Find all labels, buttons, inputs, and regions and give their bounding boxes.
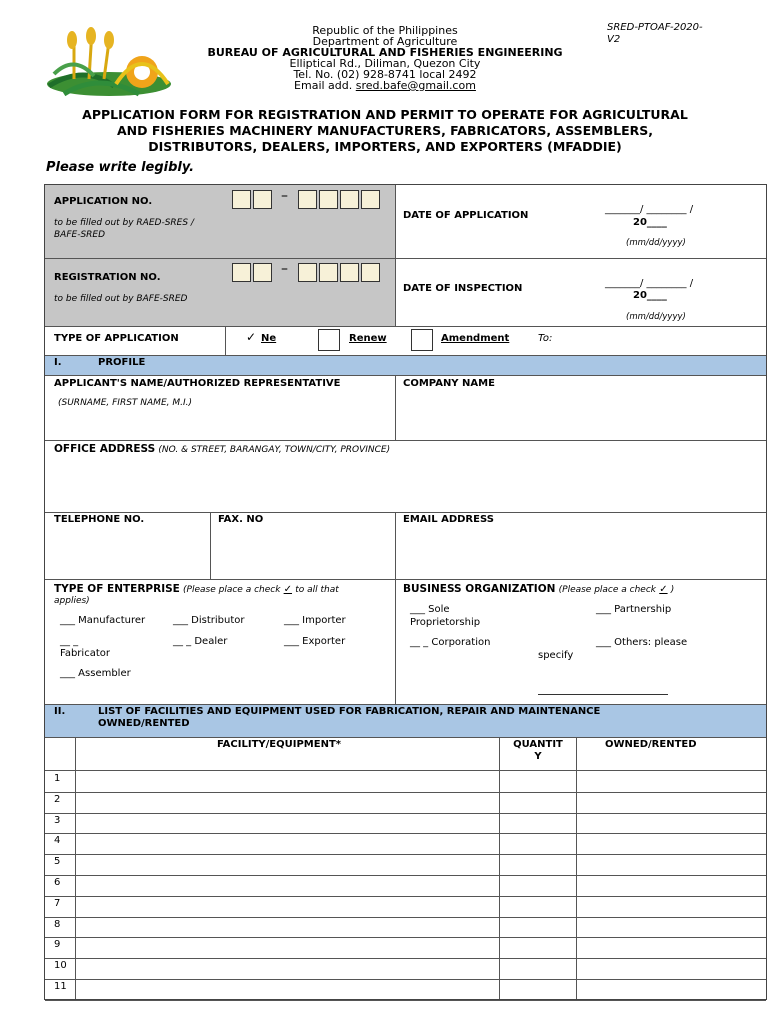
form-code-line2: V2 bbox=[607, 34, 621, 45]
business-hint: (Please place a check bbox=[558, 585, 657, 595]
date-of-application-line1[interactable]: _______/ ________ / bbox=[605, 204, 694, 215]
table-row[interactable] bbox=[45, 833, 766, 834]
table-row[interactable] bbox=[45, 875, 766, 876]
col-facility-header: FACILITY/EQUIPMENT* bbox=[217, 739, 341, 750]
reg-digit-1[interactable] bbox=[232, 263, 251, 282]
table-row[interactable] bbox=[45, 1000, 766, 1001]
title-line3: DISTRIBUTORS, DEALERS, IMPORTERS, AND EXPORTERS (MFADDIE) bbox=[148, 139, 622, 154]
date-of-application-line2: 20____ bbox=[633, 217, 667, 228]
email-prefix: Email add. bbox=[294, 79, 353, 92]
col-quantity-a: QUANTIT bbox=[513, 739, 563, 750]
section-2-title-line2: OWNED/RENTED bbox=[98, 718, 190, 729]
header-department: Department of Agriculture bbox=[312, 35, 458, 48]
header-agency: BUREAU OF AGRICULTURAL AND FISHERIES ENGINEERING bbox=[207, 46, 563, 59]
telephone-label: TELEPHONE NO. bbox=[54, 514, 145, 525]
title-line1: APPLICATION FORM FOR REGISTRATION AND PERMIT TO OPERATE FOR AGRICULTURAL bbox=[82, 107, 688, 122]
row-number: 5 bbox=[54, 856, 61, 868]
divider bbox=[75, 738, 76, 999]
email-address-label: EMAIL ADDRESS bbox=[403, 514, 494, 525]
opt-manufacturer[interactable]: ___ Manufacturer bbox=[60, 615, 146, 626]
reg-digit-3[interactable] bbox=[298, 263, 317, 282]
date-of-inspection-line1[interactable]: _______/ ________ / bbox=[605, 278, 694, 289]
divider bbox=[45, 326, 766, 327]
enterprise-hint: (Please place a check bbox=[183, 585, 281, 595]
business-check-icon: ✓ bbox=[659, 584, 668, 595]
opt-specify: specify bbox=[538, 650, 574, 661]
divider bbox=[210, 513, 211, 579]
company-name-label: COMPANY NAME bbox=[403, 378, 495, 389]
email-link[interactable]: sred.bafe@gmail.com bbox=[355, 79, 476, 92]
reg-digit-2[interactable] bbox=[253, 263, 272, 282]
opt-sole[interactable]: ___ Sole bbox=[410, 604, 450, 615]
row-number: 11 bbox=[54, 981, 67, 992]
amendment-to-label: To: bbox=[538, 333, 553, 344]
row-number: 4 bbox=[54, 835, 61, 847]
app-digit-5[interactable] bbox=[340, 190, 359, 209]
row-number: 10 bbox=[54, 960, 67, 972]
app-digit-3[interactable] bbox=[298, 190, 317, 209]
app-digit-6[interactable] bbox=[361, 190, 380, 209]
table-row[interactable] bbox=[45, 979, 766, 980]
opt-sole-proprietorship: Proprietorship bbox=[410, 617, 481, 628]
table-row[interactable] bbox=[45, 917, 766, 918]
app-digit-1[interactable] bbox=[232, 190, 251, 209]
row-number: 8 bbox=[54, 918, 61, 930]
applicant-name-hint: (SURNAME, FIRST NAME, M.I.) bbox=[58, 398, 192, 408]
business-row bbox=[403, 583, 674, 595]
renew-checkbox[interactable] bbox=[318, 329, 340, 351]
divider bbox=[395, 185, 396, 326]
divider bbox=[225, 327, 226, 355]
row-number: 7 bbox=[54, 897, 61, 909]
divider bbox=[45, 704, 766, 705]
reg-digit-5[interactable] bbox=[340, 263, 359, 282]
row-number: 3 bbox=[54, 814, 61, 826]
row-number: 2 bbox=[54, 793, 61, 805]
divider bbox=[45, 258, 766, 259]
opt-assembler[interactable]: ___ Assembler bbox=[60, 668, 131, 679]
office-address-hint: (NO. & STREET, BARANGAY, TOWN/CITY, PROVINCE) bbox=[158, 445, 391, 455]
business-organization-label: BUSINESS ORGANIZATION bbox=[403, 583, 556, 595]
check-icon: ✓ bbox=[246, 330, 257, 344]
opt-others[interactable]: ___ Others: please bbox=[596, 637, 688, 648]
enterprise-check-icon: ✓ bbox=[283, 584, 293, 595]
business-hint-end: ) bbox=[670, 585, 675, 595]
row-number: 9 bbox=[54, 939, 61, 951]
office-address-row bbox=[54, 443, 390, 455]
reg-digit-4[interactable] bbox=[319, 263, 338, 282]
form-code-line1: SRED-PTOAF-2020- bbox=[607, 22, 703, 33]
table-row[interactable] bbox=[45, 958, 766, 959]
table-row[interactable] bbox=[45, 937, 766, 938]
specify-line[interactable] bbox=[538, 694, 668, 695]
date-of-inspection-format: (mm/dd/yyyy) bbox=[626, 312, 686, 322]
fax-label: FAX. NO bbox=[218, 514, 264, 525]
col-quantity-header bbox=[508, 739, 568, 763]
header-email-line bbox=[0, 80, 770, 92]
enterprise-hint-c: applies) bbox=[54, 596, 90, 606]
reg-dash: – bbox=[281, 261, 288, 277]
reg-digit-6[interactable] bbox=[361, 263, 380, 282]
table-row[interactable] bbox=[45, 896, 766, 897]
form-title bbox=[0, 107, 770, 155]
opt-dealer[interactable]: __ _ Dealer bbox=[173, 636, 228, 647]
row-number: 6 bbox=[54, 877, 61, 888]
enterprise-row bbox=[54, 583, 339, 595]
opt-importer[interactable]: ___ Importer bbox=[284, 615, 346, 626]
title-line2: AND FISHERIES MACHINERY MANUFACTURERS, FABRICATORS, ASSEMBLERS, bbox=[116, 123, 654, 138]
opt-partnership[interactable]: ___ Partnership bbox=[596, 604, 672, 615]
section-2-title bbox=[98, 706, 600, 730]
opt-fabricator-blank[interactable]: __ _ bbox=[60, 636, 79, 647]
instruction: Please write legibly. bbox=[46, 160, 195, 175]
divider bbox=[499, 738, 500, 999]
section-1-title: PROFILE bbox=[98, 357, 146, 368]
divider bbox=[45, 737, 766, 738]
section-profile-header bbox=[45, 356, 766, 375]
registration-no-label: REGISTRATION NO. bbox=[54, 272, 161, 283]
opt-distributor[interactable]: ___ Distributor bbox=[173, 615, 245, 626]
divider bbox=[45, 512, 766, 513]
opt-corporation[interactable]: __ _ Corporation bbox=[410, 637, 491, 648]
enterprise-hint-b: to all that bbox=[295, 585, 339, 595]
registration-no-note: to be filled out by BAFE-SRED bbox=[54, 294, 188, 304]
app-dash: – bbox=[281, 188, 288, 204]
type-of-enterprise-label: TYPE OF ENTERPRISE bbox=[54, 583, 180, 595]
option-new[interactable]: Ne bbox=[261, 333, 277, 344]
row-number: 1 bbox=[54, 773, 61, 784]
divider bbox=[45, 579, 766, 580]
application-no-label: APPLICATION NO. bbox=[54, 196, 153, 207]
header-tel: Tel. No. (02) 928-8741 local 2492 bbox=[293, 68, 477, 81]
opt-exporter[interactable]: ___ Exporter bbox=[284, 636, 346, 647]
divider bbox=[45, 770, 766, 771]
divider bbox=[576, 738, 577, 999]
date-of-application-format: (mm/dd/yyyy) bbox=[626, 238, 686, 248]
col-owned-header: OWNED/RENTED bbox=[605, 739, 697, 750]
header-address: Elliptical Rd., Diliman, Quezon City bbox=[289, 57, 481, 70]
app-digit-4[interactable] bbox=[319, 190, 338, 209]
section-2-number: II. bbox=[54, 706, 66, 717]
divider bbox=[395, 513, 396, 733]
col-quantity-b: Y bbox=[534, 751, 542, 762]
type-of-application-label: TYPE OF APPLICATION bbox=[54, 333, 179, 344]
office-address-label: OFFICE ADDRESS bbox=[54, 443, 156, 455]
table-row[interactable] bbox=[45, 792, 766, 793]
option-renew[interactable]: Renew bbox=[349, 333, 387, 344]
section-1-number: I. bbox=[54, 357, 62, 368]
opt-fabricator: Fabricator bbox=[60, 648, 110, 659]
divider bbox=[45, 375, 766, 376]
date-of-inspection-line2: 20____ bbox=[633, 290, 667, 301]
option-amendment[interactable]: Amendment bbox=[441, 333, 510, 344]
section-2-title-line1: LIST OF FACILITIES AND EQUIPMENT USED FOR FABRICATION, REPAIR AND MAINTENANCE bbox=[98, 706, 601, 717]
amendment-checkbox[interactable] bbox=[411, 329, 433, 351]
applicant-name-label: APPLICANT'S NAME/AUTHORIZED REPRESENTATIVE bbox=[54, 378, 341, 389]
application-no-note: to be filled out by RAED-SRES / BAFE-SRED bbox=[54, 218, 194, 240]
table-row[interactable] bbox=[45, 813, 766, 814]
header-republic: Republic of the Philippines bbox=[312, 24, 458, 37]
divider bbox=[395, 376, 396, 440]
date-of-inspection-label: DATE OF INSPECTION bbox=[403, 283, 523, 294]
date-of-application-label: DATE OF APPLICATION bbox=[403, 210, 529, 221]
app-digit-2[interactable] bbox=[253, 190, 272, 209]
table-row[interactable] bbox=[45, 854, 766, 855]
divider bbox=[45, 440, 766, 441]
